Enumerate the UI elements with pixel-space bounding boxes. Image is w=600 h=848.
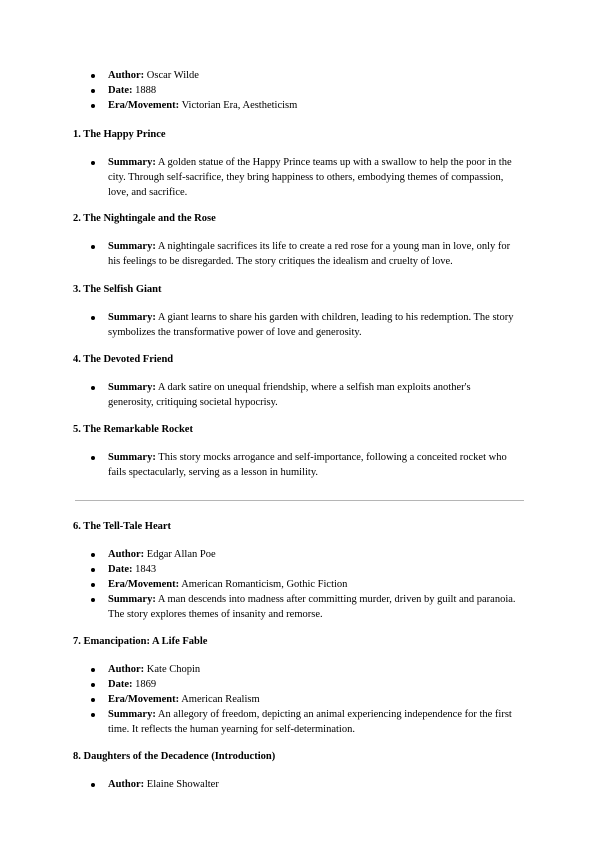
list-item bbox=[0, 155, 600, 200]
summary-text: An allegory of freedom, depicting an animal experiencing independence for the first time. It reflects the human yearning for self-determination. bbox=[108, 709, 512, 735]
summary-label: Summary: bbox=[108, 312, 156, 323]
summary-text: A dark satire on unequal friendship, where a selfish man exploits another's generosity, critiquing societal hypocrisy. bbox=[108, 382, 471, 408]
section-2 bbox=[0, 211, 600, 269]
section-heading: 5. The Remarkable Rocket bbox=[73, 424, 193, 435]
section-list bbox=[0, 547, 600, 622]
section-5 bbox=[0, 422, 600, 480]
date-label: Date: bbox=[108, 679, 133, 690]
summary-label: Summary: bbox=[108, 157, 156, 168]
author-label: Author: bbox=[108, 70, 145, 81]
date-label: Date: bbox=[108, 564, 133, 575]
section-list bbox=[0, 380, 600, 410]
section-heading: 6. The Tell-Tale Heart bbox=[73, 521, 172, 532]
list-item bbox=[0, 562, 600, 577]
section-list bbox=[0, 777, 600, 792]
list-item bbox=[0, 98, 600, 113]
list-item bbox=[0, 662, 600, 677]
list-item bbox=[0, 692, 600, 707]
section-heading: 4. The Devoted Friend bbox=[73, 354, 174, 365]
list-item bbox=[0, 83, 600, 98]
section-list bbox=[0, 239, 600, 269]
summary-label: Summary: bbox=[108, 452, 156, 463]
summary-text: This story mocks arrogance and self-importance, following a conceited rocket who fails spectacularly, serving as a lesson in humility. bbox=[108, 452, 507, 478]
section-3 bbox=[0, 282, 600, 340]
section-list bbox=[0, 662, 600, 737]
section-list bbox=[0, 310, 600, 340]
section-6 bbox=[0, 519, 600, 622]
section-4 bbox=[0, 352, 600, 410]
list-item bbox=[0, 707, 600, 737]
list-item bbox=[0, 547, 600, 562]
section-list bbox=[0, 450, 600, 480]
summary-text: A man descends into madness after committing murder, driven by guilt and paranoia. The story explores themes of insanity and remorse. bbox=[108, 594, 516, 620]
section-list bbox=[0, 155, 600, 200]
summary-label: Summary: bbox=[108, 709, 156, 720]
era-value: Victorian Era, Aestheticism bbox=[181, 100, 298, 111]
list-item bbox=[0, 592, 600, 622]
intro-list bbox=[0, 68, 600, 113]
summary-text: A golden statue of the Happy Prince teams up with a swallow to help the poor in the city. Through self-sacrifice, they bring happiness to others, embodying themes of compassion, love, and sacrifice. bbox=[108, 157, 512, 198]
author-value: Edgar Allan Poe bbox=[146, 549, 216, 560]
section-1 bbox=[0, 127, 600, 200]
author-label: Author: bbox=[108, 549, 145, 560]
section-heading: 7. Emancipation: A Life Fable bbox=[73, 636, 208, 647]
horizontal-divider bbox=[75, 500, 524, 501]
list-item bbox=[0, 239, 600, 269]
list-item bbox=[0, 68, 600, 83]
section-heading: 3. The Selfish Giant bbox=[73, 284, 162, 295]
era-label: Era/Movement: bbox=[108, 694, 180, 705]
date-value: 1888 bbox=[135, 85, 157, 96]
section-heading: 2. The Nightingale and the Rose bbox=[73, 213, 216, 224]
list-item bbox=[0, 450, 600, 480]
list-item bbox=[0, 577, 600, 592]
author-value: Oscar Wilde bbox=[146, 70, 199, 81]
intro-metadata bbox=[0, 68, 600, 113]
summary-label: Summary: bbox=[108, 382, 156, 393]
author-value: Elaine Showalter bbox=[146, 779, 219, 790]
date-label: Date: bbox=[108, 85, 133, 96]
section-8 bbox=[0, 749, 600, 792]
summary-text: A giant learns to share his garden with children, leading to his redemption. The story symbolizes the transformative power of love and generosity. bbox=[108, 312, 514, 338]
section-7 bbox=[0, 634, 600, 737]
section-heading: 1. The Happy Prince bbox=[73, 129, 166, 140]
date-value: 1843 bbox=[135, 564, 157, 575]
summary-label: Summary: bbox=[108, 241, 156, 252]
era-value: American Romanticism, Gothic Fiction bbox=[181, 579, 348, 590]
era-value: American Realism bbox=[181, 694, 260, 705]
author-label: Author: bbox=[108, 664, 145, 675]
summary-label: Summary: bbox=[108, 594, 156, 605]
author-label: Author: bbox=[108, 779, 145, 790]
list-item bbox=[0, 777, 600, 792]
date-value: 1869 bbox=[135, 679, 157, 690]
list-item bbox=[0, 380, 600, 410]
list-item bbox=[0, 677, 600, 692]
author-value: Kate Chopin bbox=[146, 664, 201, 675]
list-item bbox=[0, 310, 600, 340]
era-label: Era/Movement: bbox=[108, 579, 180, 590]
era-label: Era/Movement: bbox=[108, 100, 180, 111]
summary-text: A nightingale sacrifices its life to create a red rose for a young man in love, only for his feelings to be disregarded. The story critiques the idealism and cruelty of love. bbox=[108, 241, 511, 267]
section-heading: 8. Daughters of the Decadence (Introduction) bbox=[73, 751, 276, 762]
